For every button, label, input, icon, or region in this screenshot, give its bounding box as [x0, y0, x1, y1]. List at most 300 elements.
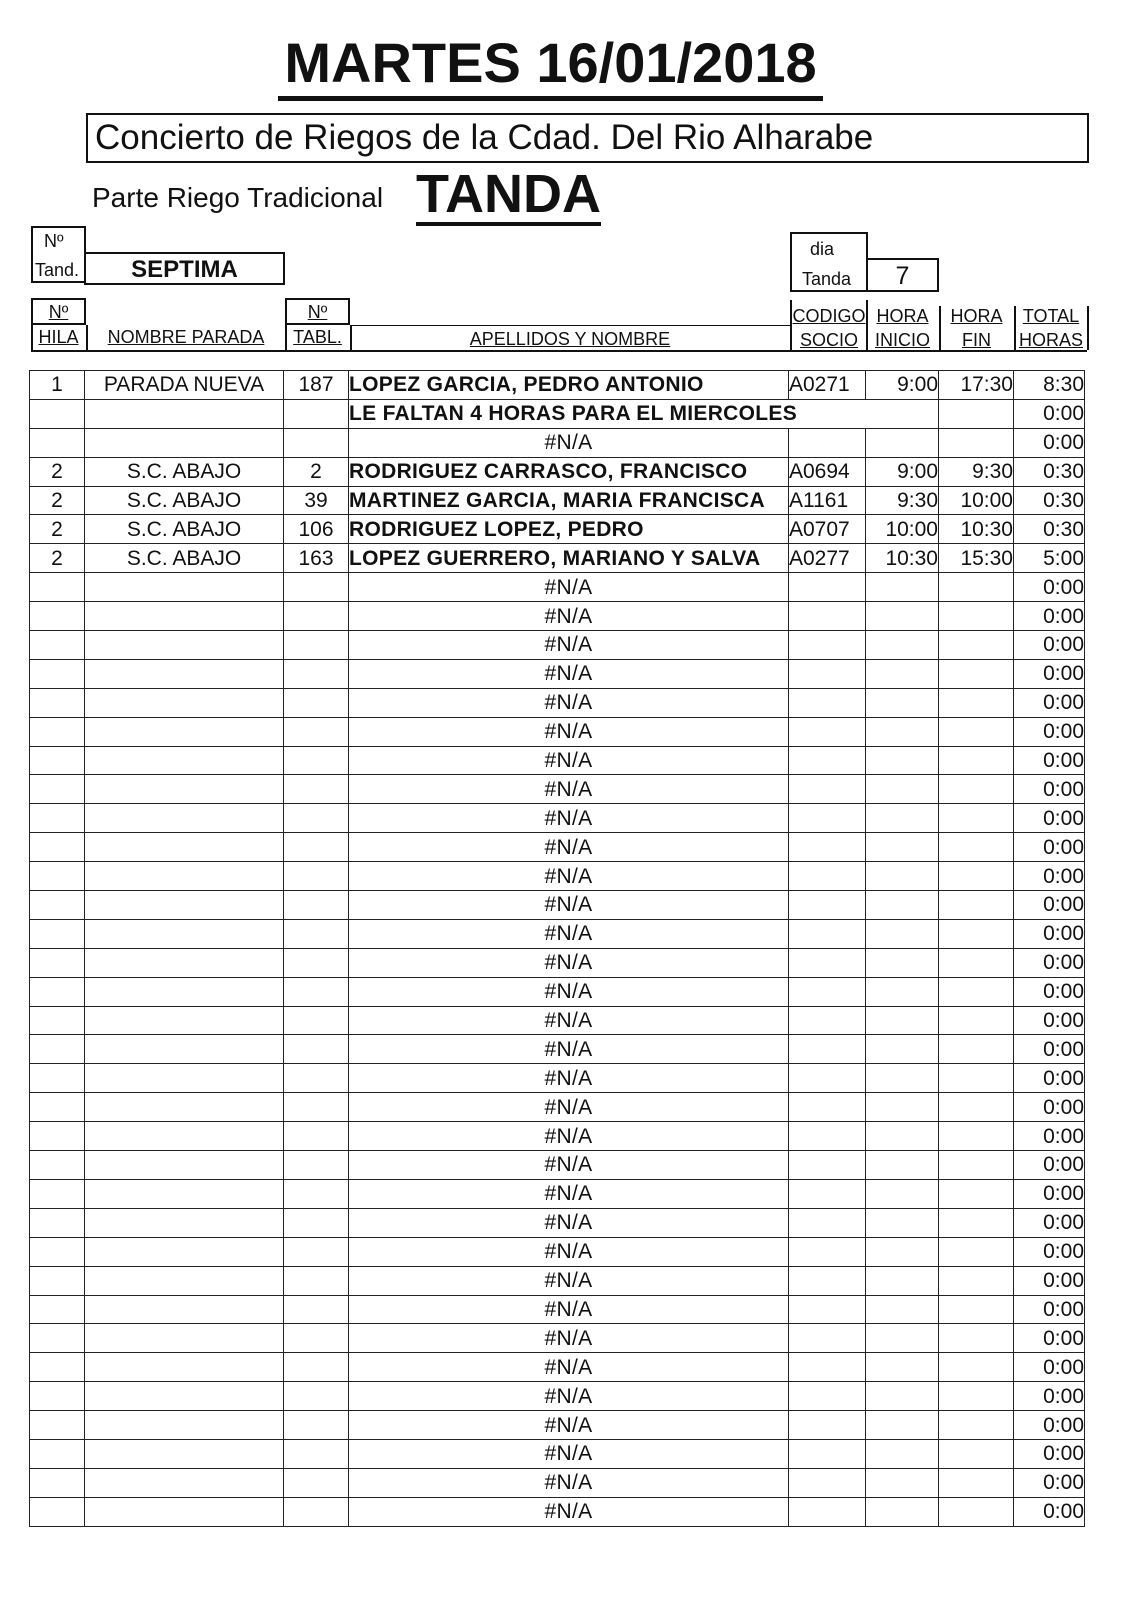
cell-inicio	[866, 688, 939, 717]
cell-parada	[85, 631, 284, 660]
cell-tabl	[284, 1151, 349, 1180]
col-inicio-label-2: INICIO	[874, 330, 930, 350]
cell-codigo: A1161	[789, 486, 866, 515]
cell-codigo	[789, 1093, 866, 1122]
table-row	[30, 457, 1085, 486]
cell-inicio	[866, 428, 939, 457]
col-total-label-2: HORAS	[1018, 330, 1083, 350]
cell-fin: 10:30	[939, 515, 1014, 544]
cell-tabl	[284, 1179, 349, 1208]
cell-nombre: #N/A	[349, 948, 789, 977]
cell-codigo	[789, 1382, 866, 1411]
cell-codigo	[789, 1497, 866, 1526]
cell-fin	[939, 775, 1014, 804]
cell-hila	[30, 746, 85, 775]
cell-fin	[939, 1179, 1014, 1208]
cell-parada	[85, 1151, 284, 1180]
cell-fin	[939, 1439, 1014, 1468]
cell-parada	[85, 1035, 284, 1064]
cell-fin	[939, 746, 1014, 775]
cell-codigo	[789, 1468, 866, 1497]
cell-hila	[30, 631, 85, 660]
cell-codigo	[789, 602, 866, 631]
cell-parada	[85, 775, 284, 804]
cell-inicio	[866, 1151, 939, 1180]
cell-tabl	[284, 1208, 349, 1237]
table-row	[30, 659, 1085, 688]
cell-parada	[85, 399, 284, 428]
cell-codigo	[789, 1439, 866, 1468]
table-row	[30, 1382, 1085, 1411]
table-row	[30, 573, 1085, 602]
cell-hila	[30, 1093, 85, 1122]
cell-nombre: MARTINEZ GARCIA, MARIA FRANCISCA	[349, 486, 789, 515]
cell-nombre: #N/A	[349, 1411, 789, 1440]
cell-nombre: #N/A	[349, 1093, 789, 1122]
page-title: MARTES 16/01/2018	[278, 30, 823, 101]
col-codigo-label-2: SOCIO	[799, 330, 858, 350]
cell-hila	[30, 1237, 85, 1266]
cell-tabl	[284, 688, 349, 717]
cell-codigo: A0694	[789, 457, 866, 486]
cell-parada	[85, 1439, 284, 1468]
table-row	[30, 1151, 1085, 1180]
dia-tanda-value: 7	[895, 262, 910, 290]
cell-codigo	[789, 804, 866, 833]
cell-tabl	[284, 833, 349, 862]
cell-parada	[85, 919, 284, 948]
cell-tabl	[284, 746, 349, 775]
cell-inicio	[866, 631, 939, 660]
cell-tabl	[284, 1122, 349, 1151]
cell-tabl	[284, 1295, 349, 1324]
table-row	[30, 602, 1085, 631]
cell-codigo	[789, 631, 866, 660]
cell-tabl	[284, 977, 349, 1006]
cell-nombre: #N/A	[349, 862, 789, 891]
cell-inicio	[866, 977, 939, 1006]
header-divider	[285, 325, 287, 350]
col-fin-label-1: HORA	[950, 306, 1003, 326]
table-row	[30, 1353, 1085, 1382]
table-row	[30, 1179, 1085, 1208]
cell-hila: 2	[30, 544, 85, 573]
header-divider	[31, 325, 33, 350]
cell-codigo	[789, 1006, 866, 1035]
table-row	[30, 1411, 1085, 1440]
table-row	[30, 919, 1085, 948]
cell-fin	[939, 688, 1014, 717]
cell-fin	[939, 1035, 1014, 1064]
cell-total: 0:00	[1014, 1035, 1085, 1064]
cell-parada	[85, 1353, 284, 1382]
cell-fin	[939, 659, 1014, 688]
cell-fin	[939, 1006, 1014, 1035]
cell-parada	[85, 1468, 284, 1497]
cell-parada	[85, 1411, 284, 1440]
cell-nombre: #N/A	[349, 804, 789, 833]
cell-nombre: #N/A	[349, 1064, 789, 1093]
cell-parada	[85, 1497, 284, 1526]
cell-hila	[30, 659, 85, 688]
dia-tanda-label-2: Tanda	[802, 269, 852, 289]
cell-fin	[939, 631, 1014, 660]
cell-nombre: #N/A	[349, 1353, 789, 1382]
cell-fin	[939, 717, 1014, 746]
cell-fin	[939, 862, 1014, 891]
table-row	[30, 1093, 1085, 1122]
cell-nombre: #N/A	[349, 919, 789, 948]
cell-total: 0:00	[1014, 602, 1085, 631]
cell-nombre: #N/A	[349, 1151, 789, 1180]
cell-fin	[939, 602, 1014, 631]
header-divider	[866, 300, 868, 350]
cell-parada	[85, 1093, 284, 1122]
cell-inicio	[866, 833, 939, 862]
cell-total: 8:30	[1014, 371, 1085, 400]
table-row	[30, 1035, 1085, 1064]
cell-total: 0:00	[1014, 1208, 1085, 1237]
header-rule	[31, 350, 1087, 352]
cell-total: 5:00	[1014, 544, 1085, 573]
cell-parada	[85, 1208, 284, 1237]
cell-nombre: LOPEZ GUERRERO, MARIANO Y SALVA	[349, 544, 789, 573]
cell-hila	[30, 1179, 85, 1208]
cell-nombre: #N/A	[349, 1382, 789, 1411]
cell-hila	[30, 804, 85, 833]
parte-label: Parte Riego Tradicional	[92, 182, 384, 213]
cell-total: 0:00	[1014, 891, 1085, 920]
cell-total: 0:30	[1014, 486, 1085, 515]
cell-nombre: #N/A	[349, 428, 789, 457]
cell-fin	[939, 1266, 1014, 1295]
cell-tabl	[284, 1237, 349, 1266]
cell-total: 0:00	[1014, 1006, 1085, 1035]
table-row	[30, 1439, 1085, 1468]
cell-fin	[939, 1382, 1014, 1411]
table-row	[30, 371, 1085, 400]
cell-hila	[30, 602, 85, 631]
cell-total: 0:00	[1014, 804, 1085, 833]
cell-parada	[85, 1122, 284, 1151]
cell-nombre: #N/A	[349, 659, 789, 688]
cell-parada	[85, 804, 284, 833]
tanda-number-label-2: Tand.	[35, 260, 80, 280]
cell-hila	[30, 428, 85, 457]
cell-codigo	[789, 1237, 866, 1266]
cell-total: 0:00	[1014, 1295, 1085, 1324]
cell-parada	[85, 862, 284, 891]
cell-fin: 17:30	[939, 371, 1014, 400]
col-nombre-label: APELLIDOS Y NOMBRE	[469, 329, 671, 349]
cell-tabl	[284, 948, 349, 977]
cell-inicio	[866, 1237, 939, 1266]
col-tabl-label-1: Nº	[307, 302, 328, 322]
cell-hila	[30, 919, 85, 948]
cell-total: 0:00	[1014, 1468, 1085, 1497]
cell-codigo	[789, 573, 866, 602]
cell-tabl	[284, 1439, 349, 1468]
cell-fin	[939, 1468, 1014, 1497]
cell-fin: 10:00	[939, 486, 1014, 515]
cell-tabl	[284, 602, 349, 631]
cell-nombre: #N/A	[349, 1237, 789, 1266]
cell-hila	[30, 1266, 85, 1295]
cell-fin	[939, 1093, 1014, 1122]
cell-parada	[85, 1179, 284, 1208]
cell-total: 0:00	[1014, 428, 1085, 457]
table-row	[30, 862, 1085, 891]
cell-tabl	[284, 1093, 349, 1122]
dia-tanda-label-box	[790, 232, 868, 292]
cell-fin	[939, 428, 1014, 457]
table-row	[30, 1237, 1085, 1266]
cell-hila	[30, 717, 85, 746]
cell-parada	[85, 1006, 284, 1035]
cell-codigo	[789, 919, 866, 948]
cell-nombre: #N/A	[349, 1324, 789, 1353]
irrigation-table	[29, 370, 1085, 1527]
cell-inicio	[866, 717, 939, 746]
cell-fin	[939, 1122, 1014, 1151]
cell-inicio	[866, 1439, 939, 1468]
cell-inicio	[866, 1411, 939, 1440]
table-row	[30, 1324, 1085, 1353]
cell-total: 0:00	[1014, 573, 1085, 602]
cell-codigo	[789, 1064, 866, 1093]
cell-tabl	[284, 1035, 349, 1064]
table-row	[30, 544, 1085, 573]
cell-tabl	[284, 775, 349, 804]
cell-total: 0:00	[1014, 948, 1085, 977]
cell-nombre: #N/A	[349, 1006, 789, 1035]
cell-tabl: 163	[284, 544, 349, 573]
cell-hila	[30, 573, 85, 602]
table-row	[30, 399, 1085, 428]
cell-inicio: 10:00	[866, 515, 939, 544]
cell-parada	[85, 717, 284, 746]
cell-inicio: 10:30	[866, 544, 939, 573]
cell-codigo	[789, 862, 866, 891]
cell-parada: S.C. ABAJO	[85, 544, 284, 573]
cell-nombre: #N/A	[349, 631, 789, 660]
table-row	[30, 717, 1085, 746]
cell-fin	[939, 1064, 1014, 1093]
tanda-number-value: SEPTIMA	[131, 256, 238, 283]
cell-inicio	[866, 862, 939, 891]
cell-total: 0:30	[1014, 515, 1085, 544]
cell-tabl	[284, 659, 349, 688]
cell-inicio	[866, 775, 939, 804]
cell-fin	[939, 919, 1014, 948]
cell-hila	[30, 948, 85, 977]
cell-nombre: LE FALTAN 4 HORAS PARA EL MIERCOLES	[349, 399, 939, 428]
cell-fin	[939, 891, 1014, 920]
cell-inicio	[866, 602, 939, 631]
table-row	[30, 1122, 1085, 1151]
cell-total: 0:00	[1014, 688, 1085, 717]
cell-nombre: #N/A	[349, 1266, 789, 1295]
cell-inicio	[866, 919, 939, 948]
cell-nombre: #N/A	[349, 1208, 789, 1237]
table-row	[30, 1208, 1085, 1237]
cell-codigo	[789, 1035, 866, 1064]
cell-codigo	[789, 1324, 866, 1353]
cell-hila	[30, 399, 85, 428]
cell-total: 0:00	[1014, 1266, 1085, 1295]
cell-parada	[85, 1324, 284, 1353]
tanda-number-label-box	[31, 226, 86, 283]
cell-total: 0:00	[1014, 746, 1085, 775]
cell-parada	[85, 1266, 284, 1295]
table-row	[30, 891, 1085, 920]
cell-fin: 15:30	[939, 544, 1014, 573]
cell-inicio	[866, 891, 939, 920]
cell-fin	[939, 1151, 1014, 1180]
cell-nombre: #N/A	[349, 977, 789, 1006]
cell-tabl	[284, 1353, 349, 1382]
cell-parada	[85, 1295, 284, 1324]
cell-fin	[939, 399, 1014, 428]
cell-inicio	[866, 659, 939, 688]
cell-total: 0:30	[1014, 457, 1085, 486]
cell-hila: 2	[30, 457, 85, 486]
cell-hila	[30, 775, 85, 804]
dia-tanda-label-1: dia	[810, 239, 835, 259]
cell-codigo	[789, 659, 866, 688]
cell-fin	[939, 833, 1014, 862]
cell-tabl	[284, 1324, 349, 1353]
cell-total: 0:00	[1014, 399, 1085, 428]
cell-total: 0:00	[1014, 1353, 1085, 1382]
cell-tabl	[284, 573, 349, 602]
col-tabl-label-2: TABL.	[293, 327, 342, 347]
cell-codigo	[789, 1266, 866, 1295]
cell-fin	[939, 1353, 1014, 1382]
cell-codigo	[789, 775, 866, 804]
table-row	[30, 1295, 1085, 1324]
col-tabl-header-top	[285, 298, 350, 325]
cell-nombre: #N/A	[349, 717, 789, 746]
cell-inicio: 9:00	[866, 371, 939, 400]
table-row	[30, 1266, 1085, 1295]
cell-hila	[30, 1382, 85, 1411]
cell-nombre: RODRIGUEZ CARRASCO, FRANCISCO	[349, 457, 789, 486]
cell-parada: S.C. ABAJO	[85, 515, 284, 544]
cell-total: 0:00	[1014, 1439, 1085, 1468]
cell-parada: PARADA NUEVA	[85, 371, 284, 400]
cell-nombre: #N/A	[349, 688, 789, 717]
cell-tabl	[284, 1266, 349, 1295]
cell-hila	[30, 1295, 85, 1324]
cell-hila	[30, 688, 85, 717]
cell-codigo	[789, 1295, 866, 1324]
cell-codigo	[789, 891, 866, 920]
cell-inicio	[866, 804, 939, 833]
cell-codigo	[789, 1353, 866, 1382]
irrigation-table-body	[30, 371, 1085, 1527]
cell-inicio	[866, 573, 939, 602]
cell-codigo: A0707	[789, 515, 866, 544]
cell-total: 0:00	[1014, 1151, 1085, 1180]
header-divider	[1087, 306, 1089, 350]
cell-inicio	[866, 1497, 939, 1526]
cell-nombre: #N/A	[349, 833, 789, 862]
cell-tabl	[284, 1411, 349, 1440]
cell-hila: 2	[30, 486, 85, 515]
cell-tabl	[284, 399, 349, 428]
col-codigo-label-1: CODIGO	[792, 306, 866, 326]
cell-codigo	[789, 1151, 866, 1180]
header-divider	[790, 300, 792, 350]
cell-tabl	[284, 919, 349, 948]
cell-hila	[30, 1468, 85, 1497]
cell-total: 0:00	[1014, 631, 1085, 660]
cell-inicio	[866, 1266, 939, 1295]
col-inicio-label-1: HORA	[876, 306, 929, 326]
cell-total: 0:00	[1014, 977, 1085, 1006]
cell-total: 0:00	[1014, 1237, 1085, 1266]
cell-inicio	[866, 1122, 939, 1151]
cell-nombre: #N/A	[349, 891, 789, 920]
cell-fin	[939, 977, 1014, 1006]
cell-fin	[939, 1497, 1014, 1526]
cell-nombre: RODRIGUEZ LOPEZ, PEDRO	[349, 515, 789, 544]
cell-codigo	[789, 1122, 866, 1151]
cell-tabl	[284, 862, 349, 891]
cell-tabl	[284, 1497, 349, 1526]
cell-fin	[939, 1208, 1014, 1237]
cell-inicio	[866, 1093, 939, 1122]
cell-fin	[939, 1237, 1014, 1266]
table-row	[30, 486, 1085, 515]
cell-hila	[30, 1439, 85, 1468]
cell-nombre: LOPEZ GARCIA, PEDRO ANTONIO	[349, 371, 789, 400]
cell-tabl	[284, 1468, 349, 1497]
table-row	[30, 1468, 1085, 1497]
tanda-heading: TANDA	[416, 164, 601, 224]
cell-fin	[939, 1295, 1014, 1324]
cell-inicio: 9:30	[866, 486, 939, 515]
col-fin-label-2: FIN	[962, 330, 991, 350]
cell-parada: S.C. ABAJO	[85, 486, 284, 515]
cell-nombre: #N/A	[349, 573, 789, 602]
table-row	[30, 833, 1085, 862]
cell-total: 0:00	[1014, 659, 1085, 688]
cell-parada	[85, 1064, 284, 1093]
cell-parada	[85, 833, 284, 862]
table-row	[30, 775, 1085, 804]
cell-codigo	[789, 1208, 866, 1237]
cell-inicio	[866, 1179, 939, 1208]
cell-fin	[939, 948, 1014, 977]
cell-parada	[85, 746, 284, 775]
cell-total: 0:00	[1014, 1093, 1085, 1122]
cell-inicio	[866, 1295, 939, 1324]
table-row	[30, 948, 1085, 977]
cell-inicio	[866, 1064, 939, 1093]
cell-inicio	[866, 1468, 939, 1497]
header-divider	[939, 306, 941, 350]
cell-hila	[30, 1035, 85, 1064]
cell-inicio	[866, 1006, 939, 1035]
header-divider	[1014, 306, 1016, 350]
cell-codigo	[789, 688, 866, 717]
cell-nombre: #N/A	[349, 1179, 789, 1208]
cell-hila	[30, 1353, 85, 1382]
col-hila-label-1: Nº	[48, 302, 69, 322]
cell-inicio	[866, 1035, 939, 1064]
